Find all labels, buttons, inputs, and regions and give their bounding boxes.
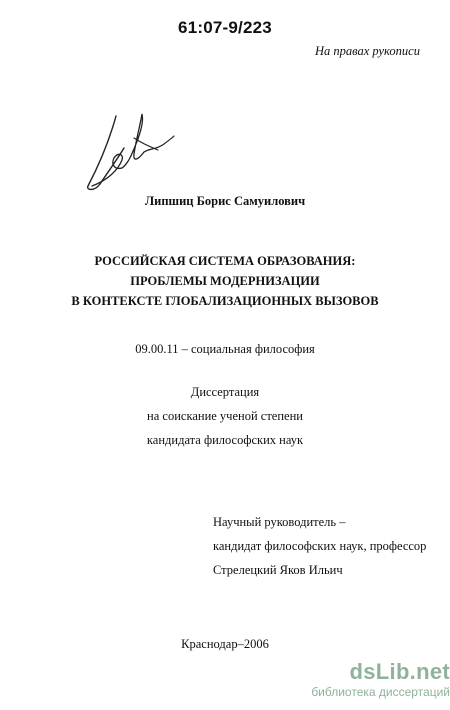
watermark-logo: dsLib.net: [349, 659, 450, 684]
dissertation-title: [0, 251, 450, 311]
degree-line: кандидата философских наук: [146, 433, 304, 447]
supervisor-block: [213, 510, 426, 582]
manuscript-rights-note: На правах рукописи: [315, 44, 420, 58]
city-year: Краснодар–2006: [181, 637, 269, 651]
signature: [78, 108, 178, 203]
watermark-subtitle: библиотека диссертаций: [311, 685, 450, 699]
signature-icon: [78, 108, 178, 198]
supervisor-line: Стрелецкий Яков Ильич: [213, 563, 343, 577]
degree-line: на соискание ученой степени: [147, 409, 303, 423]
degree-line: Диссертация: [190, 385, 260, 399]
registration-code: 61:07-9/223: [178, 18, 272, 37]
supervisor-line: кандидат философских наук, профессор: [213, 539, 427, 553]
title-line: ПРОБЛЕМЫ МОДЕРНИЗАЦИИ: [130, 274, 320, 288]
author-name: Липшиц Борис Самуилович: [144, 194, 306, 208]
title-line: В КОНТЕКСТЕ ГЛОБАЛИЗАЦИОННЫХ ВЫЗОВОВ: [71, 294, 379, 308]
specialty-code: 09.00.11 – социальная философия: [135, 342, 315, 356]
title-line: РОССИЙСКАЯ СИСТЕМА ОБРАЗОВАНИЯ:: [94, 254, 356, 268]
degree-statement: [0, 380, 450, 452]
supervisor-line: Научный руководитель –: [213, 515, 346, 529]
watermark: [272, 660, 450, 700]
